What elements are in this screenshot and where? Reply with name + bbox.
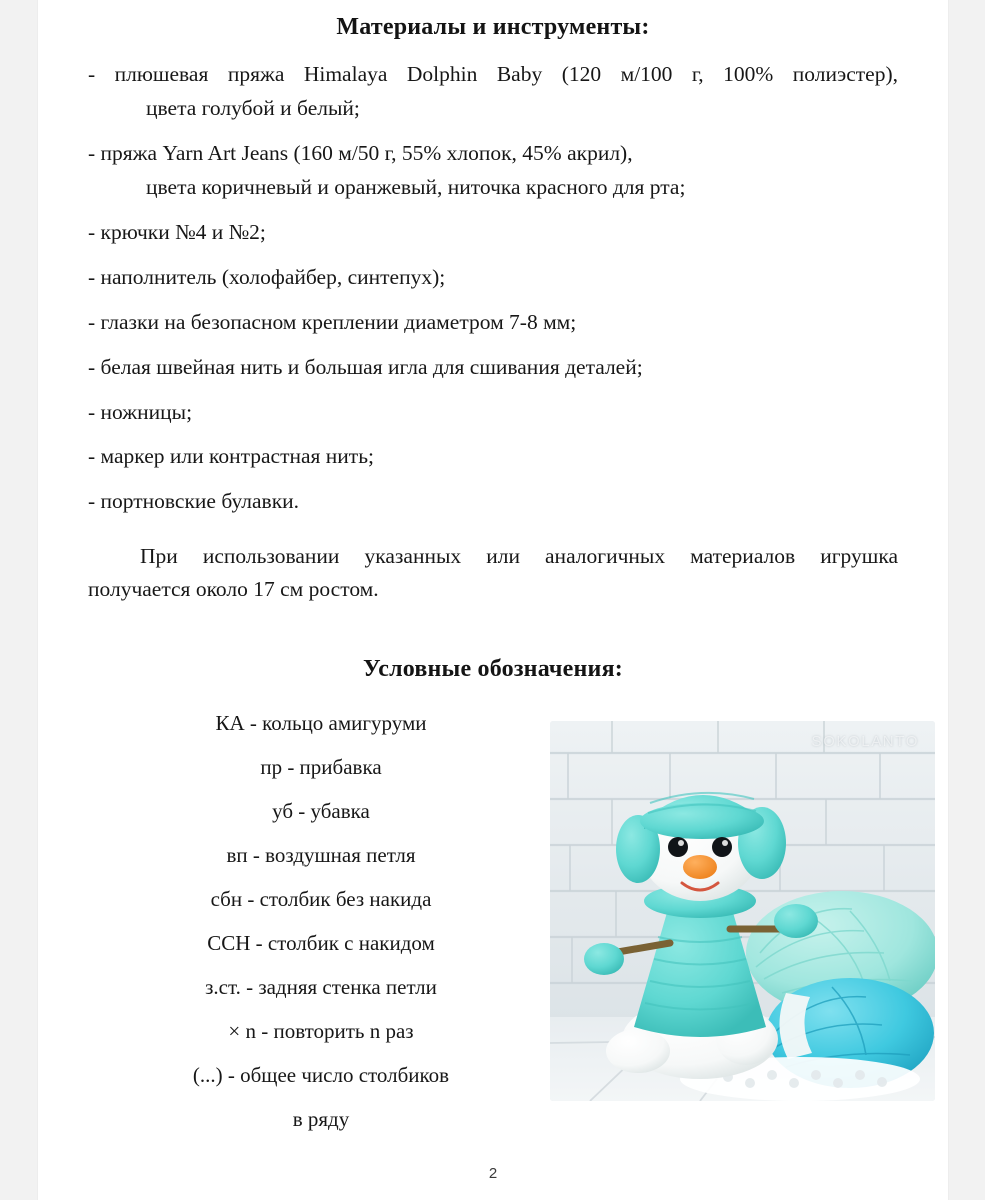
legend-list [156, 710, 486, 1131]
list-item [88, 61, 898, 123]
legend-and-photo-row [88, 710, 919, 1131]
list-item [88, 309, 898, 337]
legend-section [88, 655, 919, 1131]
legend-item: в ряду [292, 1106, 350, 1131]
list-item-line: - наполнитель (холофайбер, синтепух); [88, 264, 446, 289]
materials-heading: Материалы и инструменты: [336, 14, 650, 40]
materials-note-line-2: получается около 17 см ростом. [88, 576, 379, 601]
list-item-line: - маркер или контрастная нить; [88, 444, 374, 469]
list-item-line: - портновские булавки. [88, 489, 300, 514]
list-item [88, 354, 898, 382]
materials-note-line-1: При использовании указанных или аналогичных материалов игрушка [140, 544, 898, 569]
list-item-line: - белая швейная нить и большая игла для сшивания деталей; [88, 354, 643, 379]
list-item [88, 443, 898, 471]
legend-heading: Условные обозначения: [363, 655, 623, 682]
list-item [88, 219, 898, 247]
snowman-toy-photo [550, 721, 935, 1101]
list-item [88, 488, 898, 516]
list-item-line: - плюшевая пряжа Himalaya Dolphin Baby (120 м/100 г, 100% полиэстер), [88, 62, 898, 86]
legend-item: ССН - столбик с накидом [207, 930, 435, 955]
legend-item: КА - кольцо амигуруми [215, 710, 427, 735]
list-item-line: - пряжа Yarn Art Jeans (160 м/50 г, 55% хлопок, 45% акрил), [88, 140, 633, 165]
list-item [88, 140, 898, 202]
materials-note [88, 540, 898, 605]
list-item-line: - ножницы; [88, 399, 193, 424]
page-number: 2 [488, 1165, 498, 1182]
materials-list [88, 61, 898, 516]
list-item [88, 399, 898, 427]
legend-item: з.ст. - задняя стенка петли [205, 974, 437, 999]
page-content [38, 0, 948, 1131]
list-item-continuation: цвета коричневый и оранжевый, ниточка красного для рта; [146, 174, 686, 199]
list-item-line: - глазки на безопасном креплении диаметром 7-8 мм; [88, 309, 577, 334]
list-item-line: - крючки №4 и №2; [88, 219, 266, 244]
document-page [38, 0, 948, 1200]
legend-item: сбн - столбик без накида [210, 886, 432, 911]
list-item [88, 264, 898, 292]
legend-item: (...) - общее число столбиков [192, 1062, 450, 1087]
legend-item: пр - прибавка [260, 754, 382, 779]
legend-item: × n - повторить n раз [228, 1018, 414, 1043]
list-item-continuation: цвета голубой и белый; [146, 95, 360, 120]
legend-item: вп - воздушная петля [226, 842, 416, 867]
photo-watermark: SOKOLANTO [811, 732, 919, 750]
legend-item: уб - убавка [272, 798, 370, 823]
